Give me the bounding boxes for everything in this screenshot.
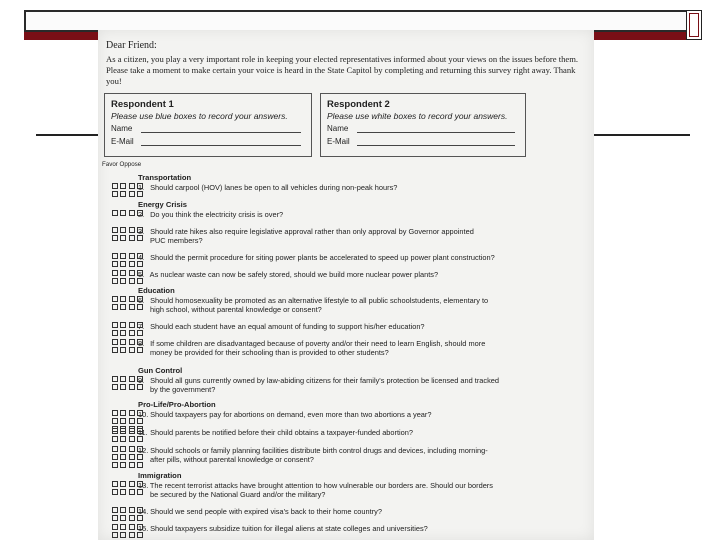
answer-checkbox[interactable]: [112, 227, 118, 233]
answer-checkbox[interactable]: [112, 296, 118, 302]
answer-checkbox[interactable]: [120, 515, 126, 521]
answer-checkbox[interactable]: [137, 322, 143, 328]
answer-checkbox[interactable]: [137, 376, 143, 382]
answer-checkbox[interactable]: [112, 261, 118, 267]
answer-checkbox[interactable]: [120, 376, 126, 382]
answer-checkbox[interactable]: [112, 210, 118, 216]
respondent-1-name-field: Name: [111, 124, 305, 134]
answer-checkbox[interactable]: [129, 507, 135, 513]
answer-checkbox[interactable]: [112, 191, 118, 197]
answer-checkbox[interactable]: [129, 330, 135, 336]
question-3: 3. Should rate hikes also require legislative approval rather than only approval by Governor appointed PUC members?: [138, 227, 474, 245]
section-immigration: Immigration: [138, 471, 182, 480]
slide-divider-left: [36, 134, 98, 136]
question-1: 1. Should carpool (HOV) lanes be open to all vehicles during non-peak hours?: [138, 183, 398, 192]
slide-corner-box: [686, 10, 702, 40]
answer-checkbox[interactable]: [137, 270, 143, 276]
respondent-2-title: Respondent 2: [327, 99, 390, 110]
intro-paragraph: As a citizen, you play a very important role in keeping your elected representatives informed about your views on the issues before them. Please take a moment to make certain your voice is heard in the State Capitol by completing and returning this survey right away. Thank you!: [106, 54, 579, 86]
answer-checkbox[interactable]: [129, 339, 135, 345]
answer-checkbox[interactable]: [112, 278, 118, 284]
respondent-1-email-field: E-Mail: [111, 137, 305, 147]
answer-checkbox[interactable]: [120, 261, 126, 267]
answer-checkbox[interactable]: [137, 304, 143, 310]
answer-checkbox[interactable]: [129, 524, 135, 530]
answer-checkbox[interactable]: [137, 253, 143, 259]
favor-oppose-header: Favor Oppose: [102, 161, 142, 168]
answer-checkbox[interactable]: [112, 322, 118, 328]
answer-checkbox[interactable]: [112, 347, 118, 353]
respondent-2-name-field: Name: [327, 124, 519, 134]
answer-checkbox[interactable]: [129, 227, 135, 233]
answer-checkbox[interactable]: [120, 183, 126, 189]
question-9: 9. Should all guns currently owned by law-abiding citizens for their family's protection be licensed and tracked by the government?: [138, 376, 500, 394]
respondent-2-box: [320, 93, 526, 157]
answer-checkbox[interactable]: [120, 489, 126, 495]
answer-checkbox[interactable]: [120, 507, 126, 513]
answer-checkbox[interactable]: [129, 436, 135, 442]
answer-checkbox[interactable]: [129, 532, 135, 538]
answer-checkbox[interactable]: [112, 253, 118, 259]
answer-checkbox[interactable]: [120, 410, 126, 416]
answer-checkbox[interactable]: [129, 428, 135, 434]
answer-checkbox[interactable]: [129, 253, 135, 259]
answer-checkbox[interactable]: [120, 270, 126, 276]
answer-checkbox[interactable]: [137, 347, 143, 353]
answer-checkbox[interactable]: [137, 428, 143, 434]
survey-scan: [98, 30, 594, 540]
answer-checkbox[interactable]: [137, 418, 143, 424]
answer-checkbox[interactable]: [129, 322, 135, 328]
answer-checkbox[interactable]: [129, 384, 135, 390]
answer-checkbox[interactable]: [137, 330, 143, 336]
answer-checkbox[interactable]: [129, 270, 135, 276]
answer-checkbox[interactable]: [120, 191, 126, 197]
question-2: 2. Do you think the electricity crisis is over?: [138, 210, 284, 219]
question-14: 14. Should we send people with expired visa's back to their home country?: [138, 507, 382, 516]
answer-checkbox[interactable]: [137, 507, 143, 513]
answer-checkbox[interactable]: [137, 210, 143, 216]
greeting: Dear Friend:: [106, 40, 157, 51]
answer-checkbox[interactable]: [120, 253, 126, 259]
answer-checkbox[interactable]: [137, 489, 143, 495]
answer-checkbox[interactable]: [112, 270, 118, 276]
answer-checkbox[interactable]: [120, 347, 126, 353]
answer-checkbox[interactable]: [120, 418, 126, 424]
answer-checkbox[interactable]: [137, 454, 143, 460]
answer-checkbox[interactable]: [129, 410, 135, 416]
answer-checkbox[interactable]: [112, 235, 118, 241]
question-12: 12. Should schools or family planning facilities distribute birth control drugs and devices, including morning- after pills, without parental knowledge or consent?: [138, 446, 488, 464]
answer-checkbox[interactable]: [120, 384, 126, 390]
question-15: 15. Should taxpayers subsidize tuition for illegal aliens at state colleges and universities?: [138, 524, 428, 533]
answer-checkbox[interactable]: [112, 339, 118, 345]
answer-checkbox[interactable]: [112, 489, 118, 495]
respondent-1-title: Respondent 1: [111, 99, 174, 110]
answer-checkbox[interactable]: [112, 524, 118, 530]
answer-checkbox[interactable]: [137, 235, 143, 241]
answer-checkbox[interactable]: [129, 235, 135, 241]
answer-checkbox[interactable]: [112, 418, 118, 424]
question-4: 4. Should the permit procedure for siting power plants be accelerated to speed up power plant construction?: [138, 253, 495, 262]
answer-checkbox[interactable]: [137, 481, 143, 487]
answer-checkbox[interactable]: [137, 296, 143, 302]
answer-checkbox[interactable]: [112, 410, 118, 416]
answer-checkbox[interactable]: [112, 515, 118, 521]
answer-checkbox[interactable]: [112, 454, 118, 460]
answer-checkbox[interactable]: [112, 304, 118, 310]
section-transportation: Transportation: [138, 173, 192, 182]
answer-checkbox[interactable]: [129, 278, 135, 284]
answer-checkbox[interactable]: [137, 410, 143, 416]
answer-checkbox[interactable]: [129, 304, 135, 310]
answer-checkbox[interactable]: [120, 339, 126, 345]
answer-checkbox[interactable]: [137, 462, 143, 468]
answer-checkbox[interactable]: [137, 515, 143, 521]
question-13: 13. The recent terrorist attacks have brought attention to how vulnerable our borders are. Should our borders be secured by the National Guard and/or the military?: [138, 481, 493, 499]
answer-checkbox[interactable]: [137, 532, 143, 538]
answer-checkbox[interactable]: [129, 347, 135, 353]
answer-checkbox[interactable]: [129, 210, 135, 216]
answer-checkbox[interactable]: [137, 446, 143, 452]
answer-checkbox[interactable]: [129, 515, 135, 521]
answer-checkbox[interactable]: [129, 183, 135, 189]
answer-checkbox[interactable]: [137, 384, 143, 390]
answer-checkbox[interactable]: [120, 524, 126, 530]
answer-checkbox[interactable]: [112, 481, 118, 487]
answer-checkbox[interactable]: [137, 339, 143, 345]
answer-checkbox[interactable]: [137, 436, 143, 442]
respondent-1-box: [104, 93, 312, 157]
answer-checkbox[interactable]: [112, 183, 118, 189]
respondent-1-note: Please use blue boxes to record your answers.: [111, 111, 288, 121]
question-7: 7. Should each student have an equal amount of funding to support his/her education?: [138, 322, 425, 331]
question-6: 6. Should homosexuality be promoted as an alternative lifestyle to all public schoolstudents, elementary to high school, without parental knowledge or consent?: [138, 296, 489, 314]
answer-checkbox[interactable]: [120, 235, 126, 241]
answer-checkbox[interactable]: [129, 462, 135, 468]
answer-checkbox[interactable]: [137, 261, 143, 267]
answer-checkbox[interactable]: [129, 376, 135, 382]
answer-checkbox[interactable]: [120, 462, 126, 468]
answer-checkbox[interactable]: [120, 227, 126, 233]
answer-checkbox[interactable]: [129, 191, 135, 197]
section-gun-control: Gun Control: [138, 366, 183, 375]
answer-checkbox[interactable]: [137, 524, 143, 530]
question-5: 5. As nuclear waste can now be safely stored, should we build more nuclear power plants?: [138, 270, 439, 279]
answer-checkbox[interactable]: [129, 418, 135, 424]
answer-checkbox[interactable]: [120, 481, 126, 487]
answer-checkbox[interactable]: [120, 330, 126, 336]
respondent-2-email-field: E-Mail: [327, 137, 519, 147]
answer-checkbox[interactable]: [120, 532, 126, 538]
answer-checkbox[interactable]: [137, 227, 143, 233]
answer-checkbox[interactable]: [112, 384, 118, 390]
answer-checkbox[interactable]: [120, 210, 126, 216]
section-education: Education: [138, 286, 175, 295]
answer-checkbox[interactable]: [120, 454, 126, 460]
answer-checkbox[interactable]: [137, 278, 143, 284]
answer-checkbox[interactable]: [120, 428, 126, 434]
answer-checkbox[interactable]: [112, 462, 118, 468]
answer-checkbox[interactable]: [112, 428, 118, 434]
answer-checkbox[interactable]: [129, 296, 135, 302]
answer-checkbox[interactable]: [120, 446, 126, 452]
answer-checkbox[interactable]: [120, 296, 126, 302]
question-10: 10. Should taxpayers pay for abortions on demand, even more than two abortions a year?: [138, 410, 432, 419]
answer-checkbox[interactable]: [129, 481, 135, 487]
question-11: 11. Should parents be notified before their child obtains a taxpayer-funded abortion?: [138, 428, 414, 437]
answer-checkbox[interactable]: [112, 507, 118, 513]
answer-checkbox[interactable]: [129, 489, 135, 495]
answer-checkbox[interactable]: [112, 376, 118, 382]
answer-checkbox[interactable]: [129, 261, 135, 267]
answer-checkbox[interactable]: [112, 532, 118, 538]
section-energy: Energy Crisis: [138, 200, 187, 209]
answer-checkbox[interactable]: [120, 322, 126, 328]
answer-checkbox[interactable]: [129, 446, 135, 452]
question-8: 8. If some children are disadvantaged because of poverty and/or their need to learn English, should more money be provided for their schooling than is provided to other students?: [138, 339, 486, 357]
answer-checkbox[interactable]: [120, 436, 126, 442]
slide-title-bar: [24, 10, 688, 32]
answer-checkbox[interactable]: [137, 183, 143, 189]
answer-checkbox[interactable]: [129, 454, 135, 460]
answer-checkbox[interactable]: [112, 330, 118, 336]
section-abortion: Pro-Life/Pro-Abortion: [138, 400, 216, 409]
respondent-2-note: Please use white boxes to record your answers.: [327, 111, 508, 121]
answer-checkbox[interactable]: [120, 278, 126, 284]
answer-checkbox[interactable]: [120, 304, 126, 310]
answer-checkbox[interactable]: [137, 191, 143, 197]
slide-divider-right: [594, 134, 690, 136]
answer-checkbox[interactable]: [112, 436, 118, 442]
answer-checkbox[interactable]: [112, 446, 118, 452]
